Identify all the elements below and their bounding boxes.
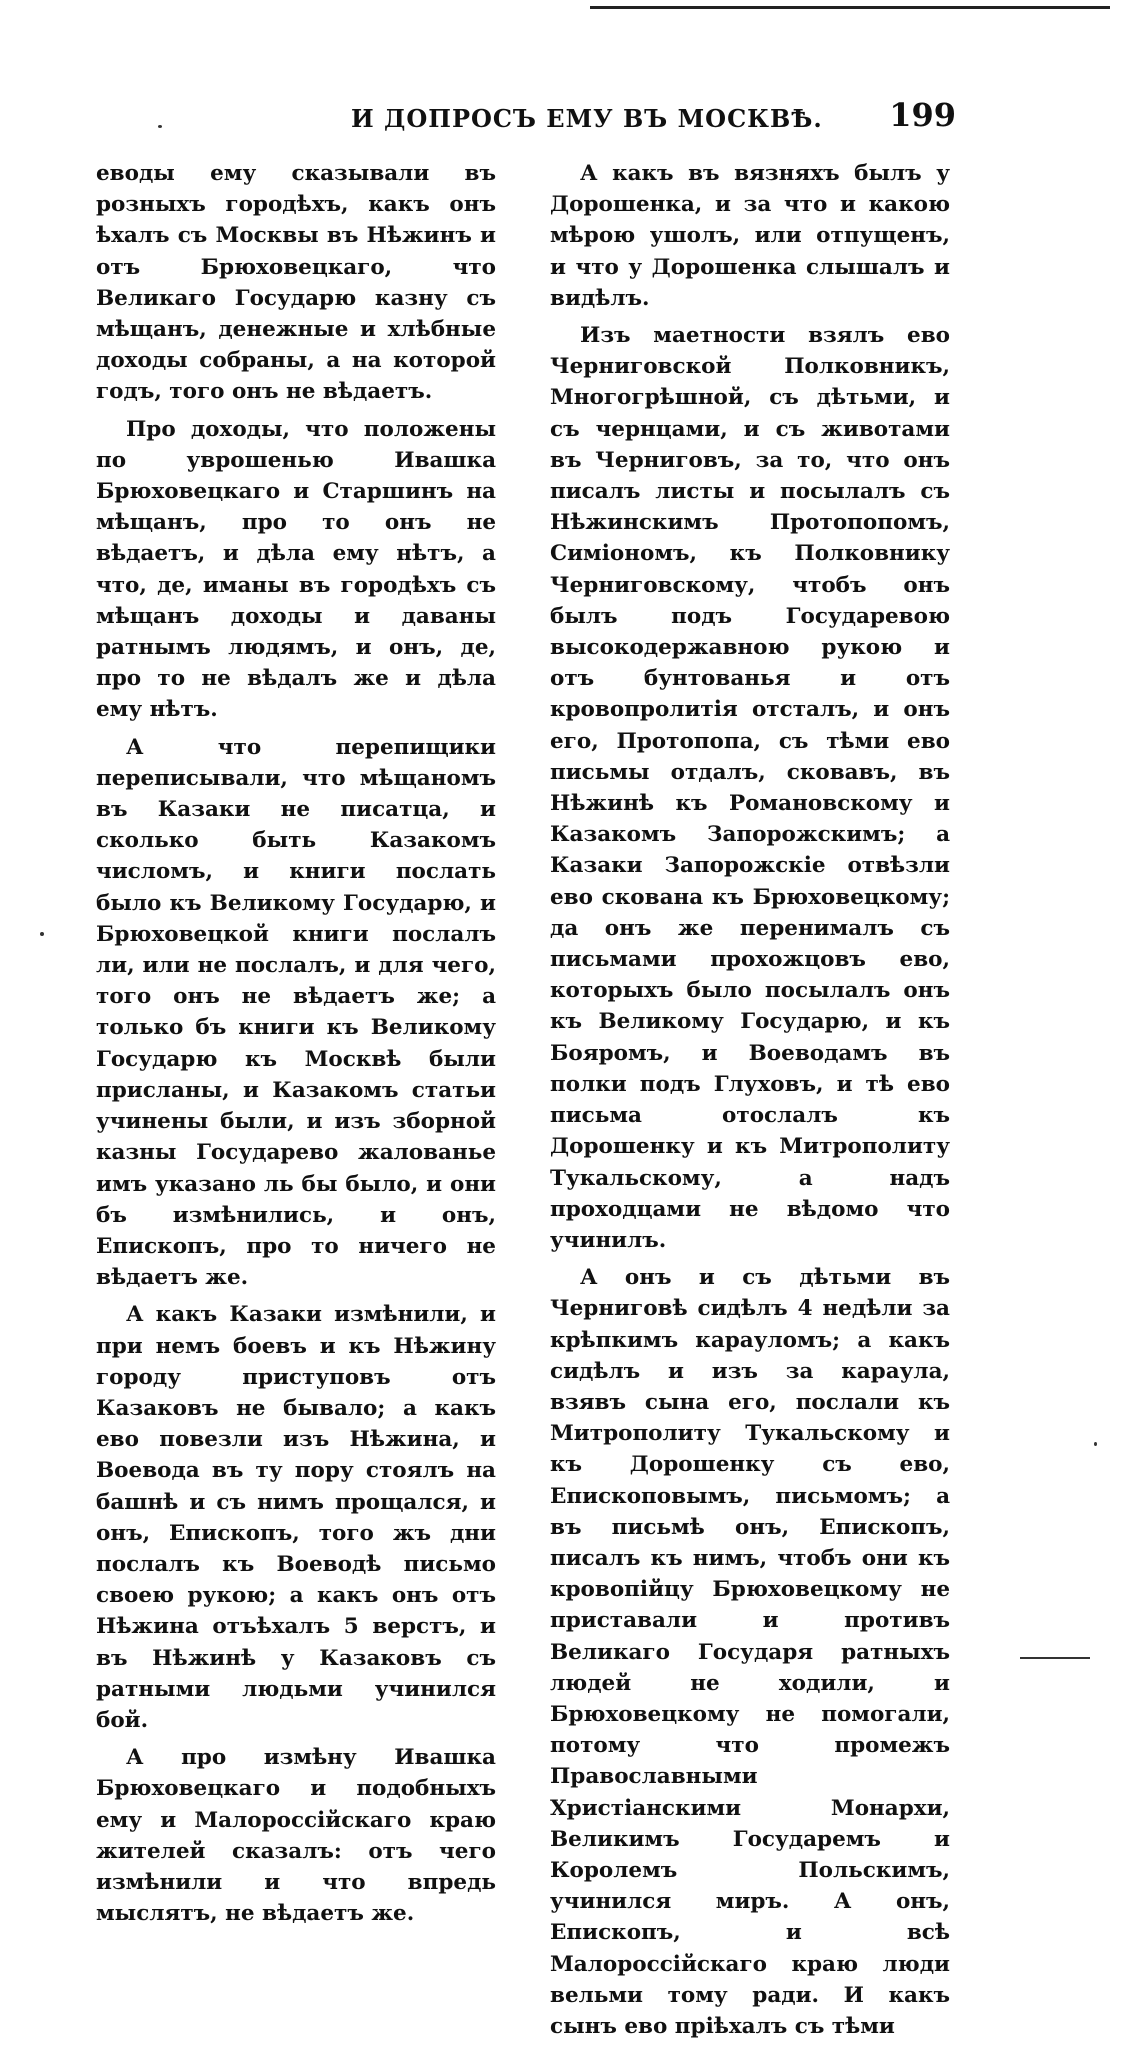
- page-header: [96, 96, 956, 140]
- bottom-rule: [1020, 1657, 1090, 1659]
- paragraph: Изъ маетности взялъ ево Черниговской Полковникъ, Многогрѣшной, съ дѣтьми, и съ чернцами, и съ животами въ Черниговъ, за то, что онъ писалъ листы и посылалъ съ Нѣжинскимъ Протопопомъ, Симіономъ, къ Полковнику Черниговскому, чтобъ онъ былъ подъ Государевою высокодержавною рукою и отъ бунтованья и отъ кровопролитія отсталъ, и онъ его, Протопопа, съ тѣми ево письмы отдалъ, сковавъ, въ Нѣжинѣ къ Романовскому и Казакомъ Запорожскимъ; а Казаки Запорожскіе отвѣзли ево скована къ Брюховецкому; да онъ же перенималъ съ письмами прохожцовъ ево, которыхъ было посылалъ онъ къ Великому Государю, и къ Бояромъ, и Воеводамъ въ полки подъ Глуховъ, и тѣ ево письма отослалъ къ Дорошенку и къ Митрополиту Тукальскому, а надъ проходцами не вѣдомо что учинилъ.: [550, 323, 950, 1253]
- top-rule: [590, 0, 1110, 9]
- paragraph: А онъ и съ дѣтьми въ Черниговѣ сидѣлъ 4 недѣли за крѣпкимъ карауломъ; а какъ сидѣлъ и изъ за караула, взявъ сына его, послали къ Митрополиту Тукальскому и къ Дорошенку съ ево, Епископовымъ, письмомъ; а въ письмѣ онъ, Епископъ, писалъ къ нимъ, чтобъ они къ кровопійцу Брюховецкому не приставали и противъ Великаго Государя ратныхъ людей не ходили, и Брюховецкому не помогали, потому что промежъ Православными Христіанскими Монархи, Великимъ Государемъ и Королемъ Польскимъ, учинился миръ. А онъ, Епископъ, и всѣ Малороссійскаго краю люди вельми тому ради. И какъ сынъ ево пріѣхалъ съ тѣми: [550, 1265, 950, 2039]
- page-number: 199: [889, 96, 956, 134]
- print-speck: [40, 932, 44, 936]
- left-column: [96, 158, 496, 1935]
- print-speck: [158, 125, 162, 128]
- paragraph: А какъ въ вязняхъ былъ у Дорошенка, и за что и какою мѣрою ушолъ, или отпущенъ, и что у Дорошенка слышалъ и видѣлъ.: [550, 161, 950, 311]
- paragraph: А что перепищики переписывали, что мѣщаномъ въ Казаки не писатца, и сколько быть Казакомъ числомъ, и книги послать было къ Великому Государю, и Брюховецкой книги послалъ ли, или не послалъ, и для чего, того онъ не вѣдаетъ же; а только бъ книги къ Великому Государю къ Москвѣ были присланы, и Казакомъ статьи учинены были, и изъ зборной казны Государево жалованье имъ указано ль бы было, и они бъ измѣнились, и онъ, Епископъ, про то ничего не вѣдаетъ же.: [96, 734, 496, 1291]
- paragraph: А какъ Казаки измѣнили, и при немъ боевъ и къ Нѣжину городу приступовъ отъ Казаковъ не бывало; а какъ ево повезли изъ Нѣжина, и Воевода въ ту пору стоялъ на башнѣ и съ нимъ прощался, и онъ, Епископъ, того жъ дни послалъ къ Воеводѣ письмо своею рукою; а какъ онъ отъ Нѣжина отъѣхалъ 5 верстъ, и въ Нѣжинѣ у Казаковъ съ ратными людьми учинился бой.: [96, 1302, 496, 1733]
- paragraph: А про измѣну Ивашка Брюховецкаго и подобныхъ ему и Малороссійскаго краю жителей сказалъ: отъ чего измѣнили и что впредь мыслятъ, не вѣдаетъ же.: [96, 1745, 496, 1927]
- paragraph: Про доходы, что положены по уврошенью Ивашка Брюховецкаго и Старшинъ на мѣщанъ, про то онъ не вѣдаетъ, и дѣла ему нѣтъ, а что, де, иманы въ городѣхъ съ мѣщанъ доходы и даваны ратнымъ людямъ, и онъ, де, про то не вѣдалъ же и дѣла ему нѣтъ.: [96, 416, 496, 723]
- print-speck: [1094, 1442, 1097, 1446]
- running-head: И ДОПРОСЪ ЕМУ ВЪ МОСКВѢ.: [351, 104, 823, 133]
- paragraph: еводы ему сказывали въ розныхъ городѣхъ, какъ онъ ѣхалъ съ Москвы въ Нѣжинъ и отъ Брюховецкаго, что Великаго Государю казну съ мѣщанъ, денежные и хлѣбные доходы собраны, а на которой годъ, того онъ не вѣдаетъ.: [96, 161, 496, 405]
- right-column: [550, 158, 950, 2048]
